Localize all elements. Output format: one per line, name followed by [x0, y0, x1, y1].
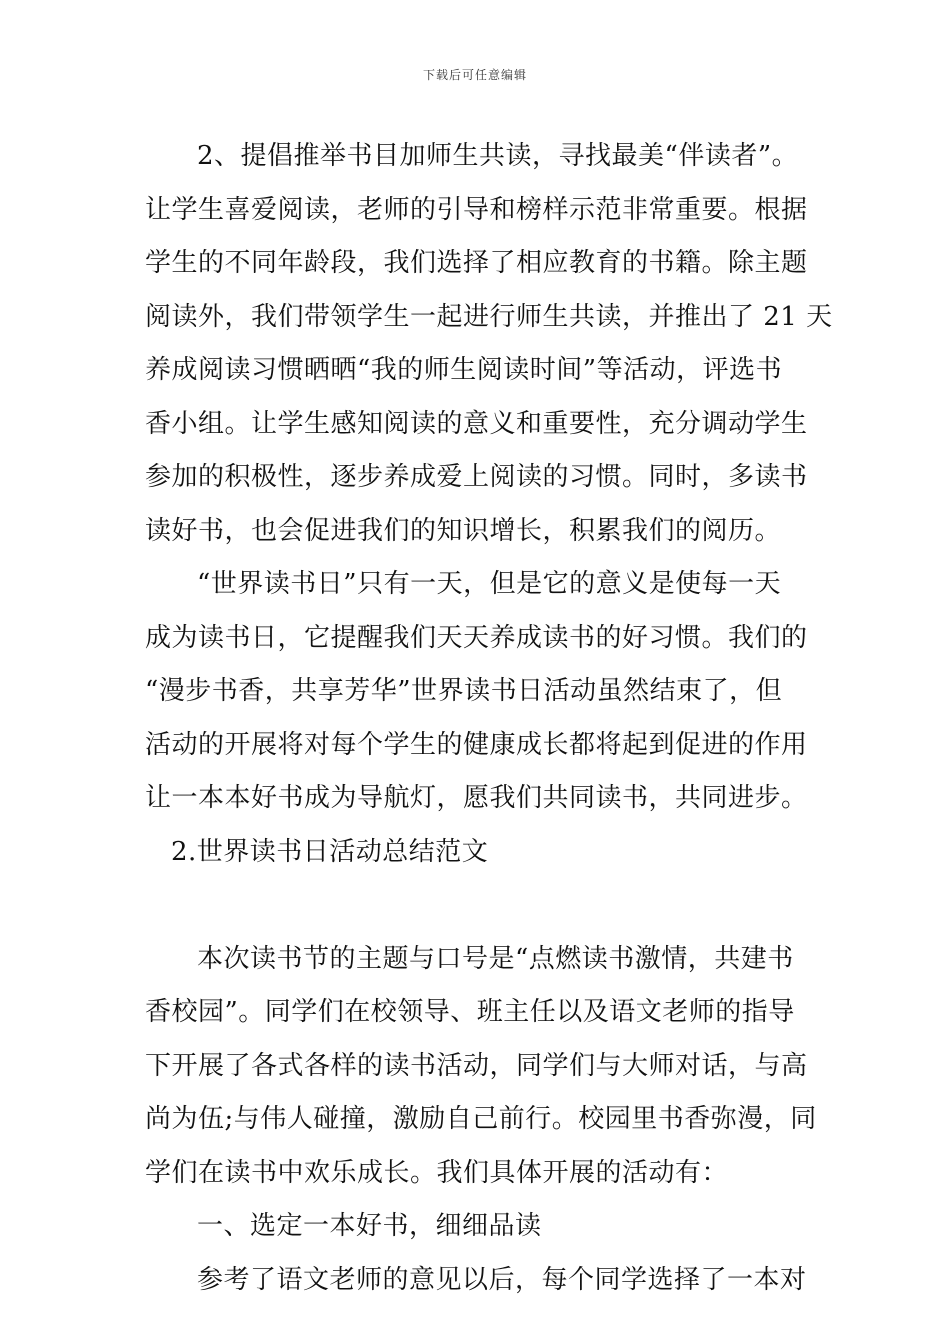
- text-line: 阅读外，我们带领学生一起进行师生共读，并推出了 21 天: [145, 301, 833, 332]
- text-line: 活动的开展将对每个学生的健康成长都将起到促进的作用: [145, 729, 808, 760]
- paragraph-festival-theme: [145, 933, 817, 1201]
- text-line: 2、提倡推举书目加师生共读，寻找最美“伴读者”。: [197, 141, 799, 171]
- text-line: 下开展了各式各样的读书活动，同学们与大师对话，与高: [145, 1050, 808, 1081]
- text-line: 参加的积极性，逐步养成爱上阅读的习惯。同时，多读书: [145, 462, 808, 492]
- text-line: 成为读书日，它提醒我们天天养成读书的好习惯。我们的: [145, 622, 808, 653]
- paragraph-reading-day: [145, 558, 810, 826]
- text-line: 本次读书节的主题与口号是“点燃读书激情，共建书: [197, 943, 794, 974]
- paragraph-reading-guide: [145, 130, 833, 558]
- blank-spacer: [145, 879, 810, 933]
- text-line: 养成阅读习惯晒晒“我的师生阅读时间”等活动，评选书: [145, 355, 783, 385]
- text-line: “漫步书香，共享芳华”世界读书日活动虽然结束了，但: [145, 676, 783, 706]
- text-line: “世界读书日”只有一天，但是它的意义是使每一天: [197, 569, 782, 599]
- text-line: 香小组。让学生感知阅读的意义和重要性，充分调动学生: [145, 408, 808, 439]
- text-line: 参考了语文老师的意见以后，每个同学选择了一本对: [197, 1264, 807, 1295]
- text-line: 尚为伍;与伟人碰撞，激励自己前行。校园里书香弥漫，同: [145, 1104, 817, 1134]
- text-line: 读好书，也会促进我们的知识增长，积累我们的阅历。: [145, 515, 782, 546]
- page-header-note: 下载后可任意编辑: [422, 68, 527, 82]
- text-line: 学生的不同年龄段，我们选择了相应教育的书籍。除主题: [145, 248, 808, 278]
- text-line: 香校园”。同学们在校领导、班主任以及语文老师的指导: [145, 997, 795, 1027]
- text-line: 让一本本好书成为导航灯，愿我们共同读书，共同进步。: [145, 783, 808, 813]
- paragraph-book-selection: [145, 1254, 810, 1308]
- subsection-heading: 一、选定一本好书，细细品读: [197, 1211, 542, 1241]
- text-line: 让学生喜爱阅读，老师的引导和榜样示范非常重要。根据: [145, 194, 808, 225]
- section-heading: 2.世界读书日活动总结范文: [171, 836, 489, 867]
- document-body: [145, 130, 833, 1307]
- text-line: 学们在读书中欢乐成长。我们具体开展的活动有：: [145, 1157, 729, 1188]
